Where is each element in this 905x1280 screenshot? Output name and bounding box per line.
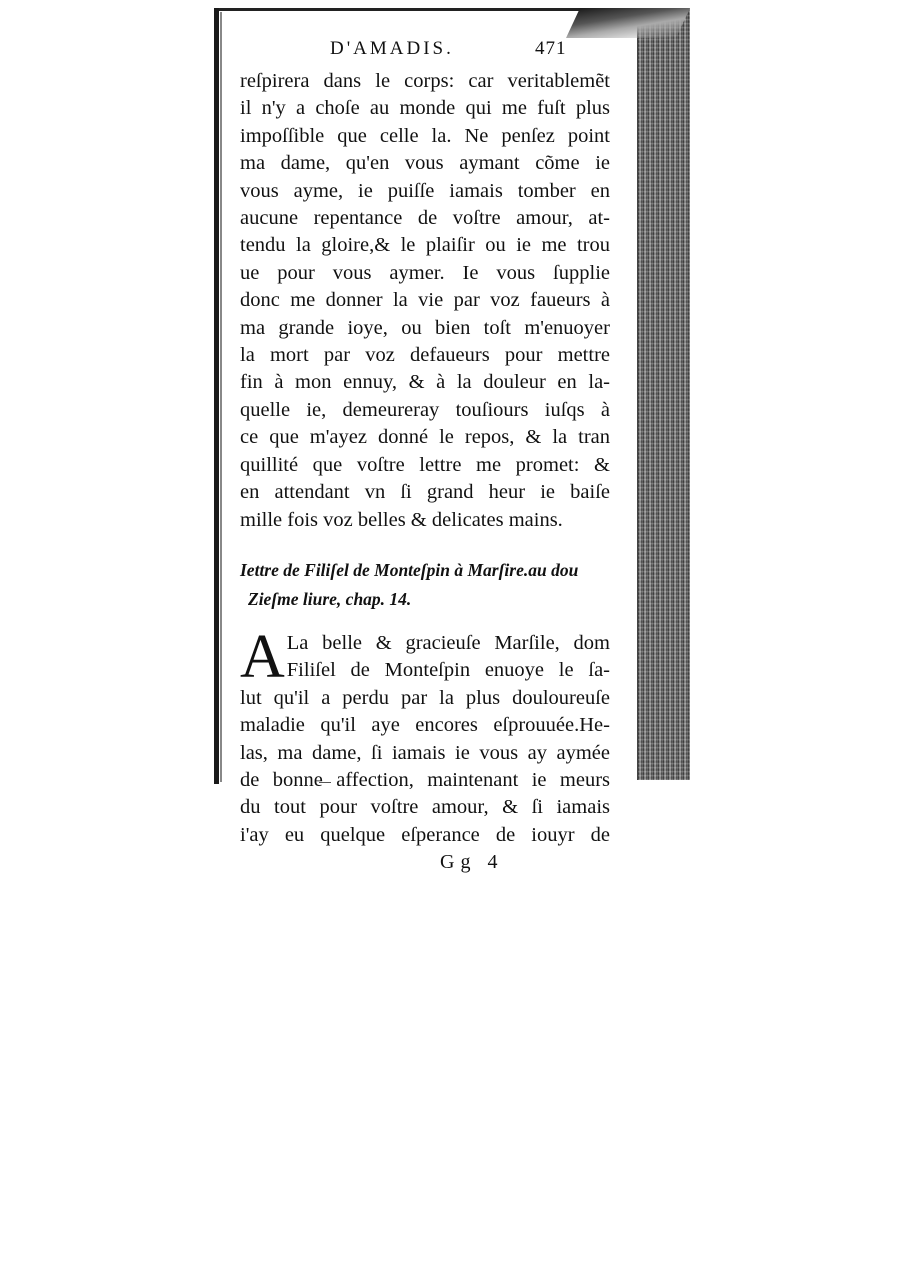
text-line: de bonne affection, maintenant ie meurs — [240, 768, 610, 791]
text-line: ue pour vous aymer. Ie vous ſupplie — [240, 261, 610, 284]
page-top-edge — [214, 8, 594, 11]
page-number: 471 — [535, 38, 567, 59]
text-line: La belle & gracieuſe Marſile, dom — [286, 631, 610, 654]
text-line: en attendant vn ſi grand heur ie baiſe — [240, 481, 610, 504]
scanned-page — [214, 8, 690, 874]
text-line: maladie qu'il aye encores eſprouuée.He- — [240, 714, 610, 737]
body-text — [240, 68, 610, 534]
text-line: mille fois voz belles & delicates mains. — [240, 508, 563, 531]
signature-text: Gg 4 — [440, 851, 504, 874]
text-line: i'ay eu quelque eſperance de iouyr de — [240, 823, 610, 846]
text-line: il n'y a choſe au monde qui me fuſt plus — [240, 97, 610, 120]
text-line: lut qu'il a perdu par la plus douloureuſe — [240, 686, 610, 709]
text-line: quillité que voſtre lettre me promet: & — [240, 453, 610, 476]
text-line: aucune repentance de voſtre amour, at- — [240, 207, 610, 230]
text-line: las, ma dame, ſi iamais ie vous ay aymée — [240, 741, 610, 764]
text-line: impoſſible que celle la. Ne penſez point — [240, 124, 610, 147]
page-left-edge — [214, 8, 219, 784]
book-fore-edge — [637, 8, 690, 780]
text-line: du tout pour voſtre amour, & ſi iamais — [240, 796, 610, 819]
heading-line: Iettre de Filiſel de Monteſpin à Marſire.au dou — [240, 559, 579, 580]
running-title: D'AMADIS. — [330, 38, 454, 59]
text-line: ma dame, qu'en vous aymant cõme ie — [240, 152, 610, 175]
page-content — [240, 38, 610, 879]
chapter-heading — [240, 556, 610, 614]
signature-mark — [240, 851, 610, 879]
text-line: quelle ie, demeureray touſiours iuſqs à — [240, 398, 610, 421]
text-line: ma grande ioye, ou bien toſt m'enuoyer — [240, 316, 610, 339]
text-line: vous ayme, ie puiſſe iamais tomber en — [240, 179, 610, 202]
text-line: fin à mon ennuy, & à la douleur en la- — [240, 371, 610, 394]
text-line: la mort par voz defaueurs pour mettre — [240, 344, 610, 367]
drop-cap: A — [240, 622, 285, 691]
page-gutter-shadow — [220, 12, 222, 782]
text-line: tendu la gloire,& le plaiſir ou ie me trou — [240, 234, 610, 257]
running-head — [240, 38, 610, 68]
text-line: Filiſel de Monteſpin enuoye le ſa- — [286, 659, 610, 682]
text-line: reſpirera dans le corps: car veritablemẽt — [240, 70, 610, 92]
page-corner-curl — [566, 8, 690, 38]
letter-body — [240, 622, 610, 849]
text-line: ce que m'ayez donné le repos, & la tran — [240, 426, 610, 449]
text-line: donc me donner la vie par voz faueurs à — [240, 289, 610, 312]
heading-line: Zieſme liure, chap. 14. — [248, 588, 412, 609]
